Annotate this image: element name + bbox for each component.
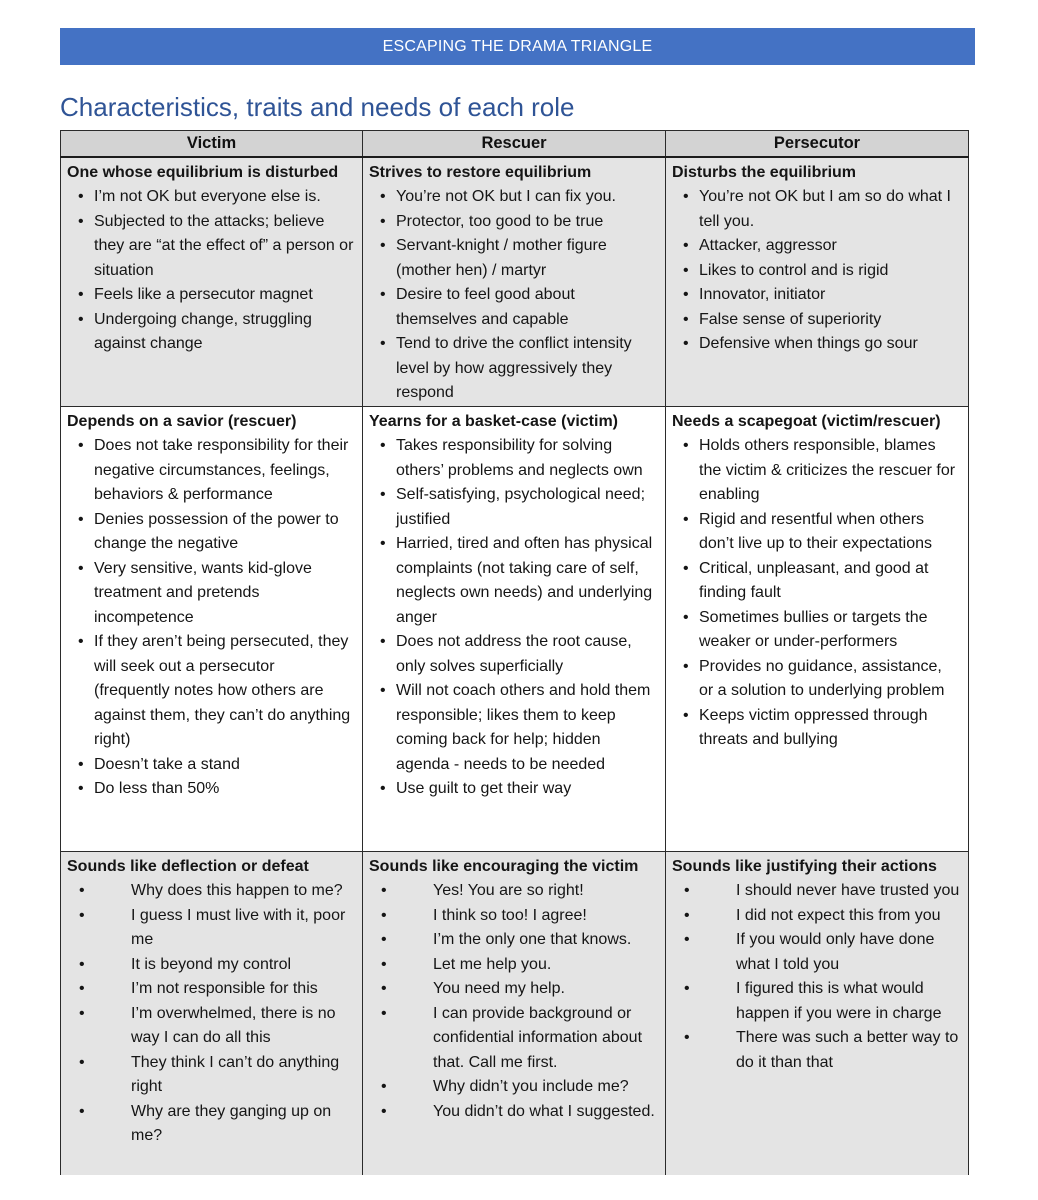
- cell-heading: Yearns for a basket-case (victim): [369, 412, 619, 430]
- bullet-item: • Self-satisfying, psychological need; justified: [369, 483, 657, 532]
- bullet-item: • I think so too! I agree!: [369, 904, 657, 929]
- bullet-item: • Will not coach others and hold them responsible; likes them to keep coming back for help; hidden agenda - needs to be needed: [369, 679, 657, 777]
- bullet-list: [672, 185, 960, 357]
- bullet-list: [369, 434, 657, 802]
- persecutor-sounds-cell: [666, 851, 969, 1175]
- cell-heading: Strives to restore equilibrium: [369, 163, 592, 181]
- bullet-item: • Defensive when things go sour: [672, 332, 960, 357]
- rescuer-needs-cell: [363, 406, 666, 851]
- bullet-list: [672, 434, 960, 753]
- bullet-list: [369, 879, 657, 1124]
- bullet-item: • Why are they ganging up on me?: [67, 1100, 354, 1149]
- cell-heading: Depends on a savior (rescuer): [67, 412, 297, 430]
- column-header-persecutor: Persecutor: [666, 131, 969, 157]
- bullet-item: • Keeps victim oppressed through threats and bullying: [672, 704, 960, 753]
- bullet-item: • Sometimes bullies or targets the weaker or under-performers: [672, 606, 960, 655]
- cell-heading: One whose equilibrium is disturbed: [67, 163, 339, 181]
- table-row: [61, 851, 969, 1175]
- victim-traits-cell: [61, 157, 363, 407]
- bullet-list: [369, 185, 657, 406]
- bullet-item: • Do less than 50%: [67, 777, 354, 802]
- bullet-item: • Tend to drive the conflict intensity level by how aggressively they respond: [369, 332, 657, 406]
- title-banner: [60, 28, 975, 65]
- bullet-item: • I’m the only one that knows.: [369, 928, 657, 953]
- persecutor-traits-cell: [666, 157, 969, 407]
- rescuer-sounds-cell: [363, 851, 666, 1175]
- bullet-item: • Provides no guidance, assistance, or a solution to underlying problem: [672, 655, 960, 704]
- bullet-item: • I’m not responsible for this: [67, 977, 354, 1002]
- bullet-item: • I did not expect this from you: [672, 904, 960, 929]
- bullet-item: • Yes! You are so right!: [369, 879, 657, 904]
- roles-table: [60, 130, 969, 1175]
- bullet-item: • You’re not OK but I am so do what I tell you.: [672, 185, 960, 234]
- bullet-list: [672, 879, 960, 1075]
- bullet-item: • I figured this is what would happen if you were in charge: [672, 977, 960, 1026]
- victim-sounds-cell: [61, 851, 363, 1175]
- bullet-item: • They think I can’t do anything right: [67, 1051, 354, 1100]
- bullet-item: • You need my help.: [369, 977, 657, 1002]
- bullet-item: • I can provide background or confidential information about that. Call me first.: [369, 1002, 657, 1076]
- bullet-item: • Why didn’t you include me?: [369, 1075, 657, 1100]
- bullet-item: • Desire to feel good about themselves and capable: [369, 283, 657, 332]
- bullet-item: • You didn’t do what I suggested.: [369, 1100, 657, 1125]
- bullet-item: • Undergoing change, struggling against change: [67, 308, 354, 357]
- cell-heading: Sounds like justifying their actions: [672, 857, 937, 875]
- bullet-item: • Takes responsibility for solving others’ problems and neglects own: [369, 434, 657, 483]
- banner-title: ESCAPING THE DRAMA TRIANGLE: [382, 37, 653, 55]
- bullet-item: • If they aren’t being persecuted, they will seek out a persecutor (frequently notes how others are against them, they can’t do anything right): [67, 630, 354, 753]
- bullet-item: • Harried, tired and often has physical complaints (not taking care of self, neglects own needs) and underlying anger: [369, 532, 657, 630]
- bullet-item: • I should never have trusted you: [672, 879, 960, 904]
- persecutor-needs-cell: [666, 406, 969, 851]
- table-row: [61, 157, 969, 407]
- bullet-item: • I guess I must live with it, poor me: [67, 904, 354, 953]
- bullet-item: • Rigid and resentful when others don’t live up to their expectations: [672, 508, 960, 557]
- bullet-item: • Very sensitive, wants kid-glove treatment and pretends incompetence: [67, 557, 354, 631]
- bullet-item: • Does not take responsibility for their negative circumstances, feelings, behaviors & performance: [67, 434, 354, 508]
- bullet-item: • Critical, unpleasant, and good at finding fault: [672, 557, 960, 606]
- bullet-list: [67, 185, 354, 357]
- bullet-item: • Holds others responsible, blames the victim & criticizes the rescuer for enabling: [672, 434, 960, 508]
- bullet-list: [67, 879, 354, 1149]
- bullet-item: • If you would only have done what I told you: [672, 928, 960, 977]
- bullet-item: • False sense of superiority: [672, 308, 960, 333]
- bullet-item: • It is beyond my control: [67, 953, 354, 978]
- bullet-item: • Subjected to the attacks; believe they are “at the effect of” a person or situation: [67, 210, 354, 284]
- column-header-rescuer: Rescuer: [363, 131, 666, 157]
- cell-heading: Needs a scapegoat (victim/rescuer): [672, 412, 941, 430]
- cell-heading: Disturbs the equilibrium: [672, 163, 857, 181]
- column-header-victim: Victim: [61, 131, 363, 157]
- bullet-item: • You’re not OK but I can fix you.: [369, 185, 657, 210]
- bullet-item: • Denies possession of the power to change the negative: [67, 508, 354, 557]
- bullet-item: • Innovator, initiator: [672, 283, 960, 308]
- victim-needs-cell: [61, 406, 363, 851]
- bullet-item: • There was such a better way to do it than that: [672, 1026, 960, 1075]
- bullet-item: • Attacker, aggressor: [672, 234, 960, 259]
- bullet-item: • Feels like a persecutor magnet: [67, 283, 354, 308]
- rescuer-traits-cell: [363, 157, 666, 407]
- table-header-row: [61, 131, 969, 157]
- cell-heading: Sounds like deflection or defeat: [67, 857, 309, 875]
- bullet-item: • Likes to control and is rigid: [672, 259, 960, 284]
- section-heading: Characteristics, traits and needs of each role: [60, 92, 575, 122]
- bullet-list: [67, 434, 354, 802]
- bullet-item: • Why does this happen to me?: [67, 879, 354, 904]
- bullet-item: • Protector, too good to be true: [369, 210, 657, 235]
- table-row: [61, 406, 969, 851]
- bullet-item: • Servant-knight / mother figure (mother hen) / martyr: [369, 234, 657, 283]
- bullet-item: • Doesn’t take a stand: [67, 753, 354, 778]
- bullet-item: • Let me help you.: [369, 953, 657, 978]
- bullet-item: • Use guilt to get their way: [369, 777, 657, 802]
- bullet-item: • I’m overwhelmed, there is no way I can do all this: [67, 1002, 354, 1051]
- bullet-item: • I’m not OK but everyone else is.: [67, 185, 354, 210]
- cell-heading: Sounds like encouraging the victim: [369, 857, 639, 875]
- bullet-item: • Does not address the root cause, only solves superficially: [369, 630, 657, 679]
